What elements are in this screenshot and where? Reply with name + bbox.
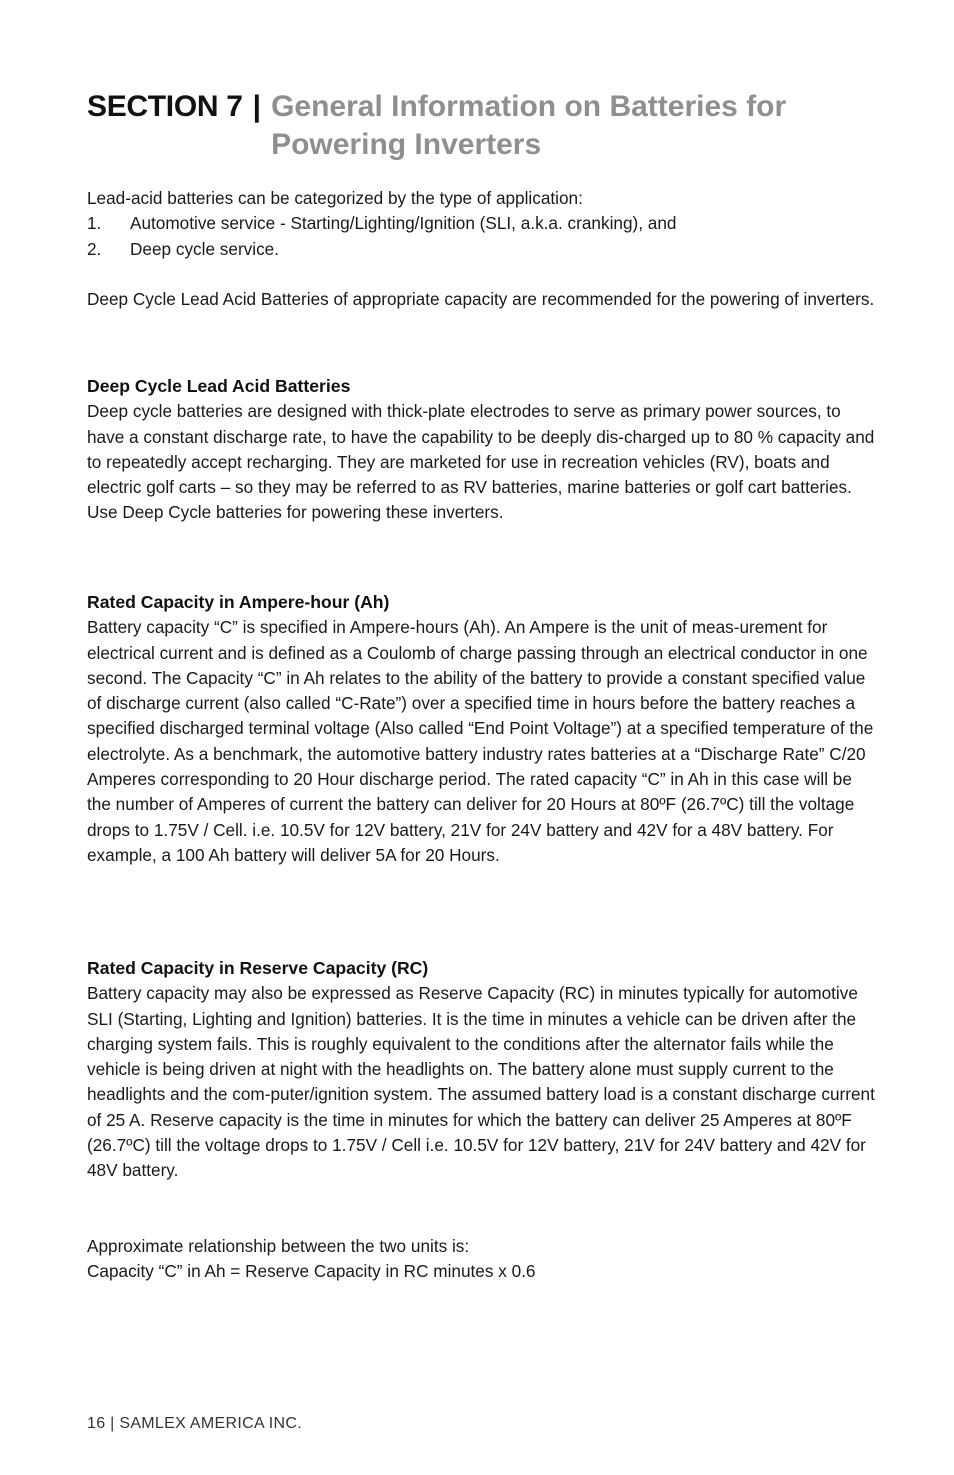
page-title bbox=[87, 88, 877, 164]
intro-block bbox=[87, 186, 877, 262]
approx-formula: Capacity “C” in Ah = Reserve Capacity in RC minutes x 0.6 bbox=[87, 1261, 536, 1282]
section-rated-ah bbox=[87, 590, 877, 868]
list-item bbox=[87, 237, 877, 262]
approx-line: Approximate relationship between the two units is: bbox=[87, 1236, 470, 1256]
section-deep-cycle bbox=[87, 374, 877, 526]
list-text: Deep cycle service. bbox=[130, 238, 280, 259]
section-heading: Deep Cycle Lead Acid Batteries bbox=[87, 376, 351, 396]
section-body: Deep cycle batteries are designed with thick-plate electrodes to serve as primary power sources, to have a constant discharge rate, to have the capability to be deeply dis-charged up to 80 % capacity and to repeatedly accept recharging. They are marketed for use in recreation vehicles (RV), boats and electric golf carts – so they may be referred to as RV batteries, marine batteries or golf cart batteries. Use Deep Cycle batteries for powering these inverters. bbox=[87, 401, 875, 523]
list-number: 2. bbox=[87, 238, 102, 259]
application-list bbox=[87, 211, 877, 262]
title-separator: | bbox=[252, 90, 262, 123]
recommendation-block bbox=[87, 287, 877, 312]
intro-lead: Lead-acid batteries can be categorized by the type of application: bbox=[87, 188, 583, 208]
list-number: 1. bbox=[87, 213, 102, 234]
section-body: Battery capacity “C” is specified in Ampere-hours (Ah). An Ampere is the unit of meas-urement for electrical current and is defined as a Coulomb of charge passing through an electrical conductor in one second. The Capacity “C” in Ah relates to the ability of the battery to provide a constant specified value of discharge current (also called “C-Rate”) over a specified time in hours before the battery reaches a specified discharged terminal voltage (Also called “End Point Voltage”) at a specified temperature of the electrolyte. As a benchmark, the automotive battery industry rates batteries at a “Discharge Rate” C/20 Amperes corresponding to 20 Hour discharge period. The rated capacity “C” in Ah in this case will be the number of Amperes of current the battery can deliver for 20 Hours at 80ºF (26.7ºC) till the voltage drops to 1.75V / Cell. i.e. 10.5V for 12V battery, 21V for 24V battery and 42V for a 48V battery. For example, a 100 Ah battery will deliver 5A for 20 Hours. bbox=[87, 617, 874, 865]
page-footer: 16 | SAMLEX AMERICA INC. bbox=[87, 1415, 302, 1432]
list-item bbox=[87, 211, 877, 236]
section-heading: Rated Capacity in Reserve Capacity (RC) bbox=[87, 958, 429, 978]
approx-relationship bbox=[87, 1234, 877, 1285]
section-rated-rc bbox=[87, 956, 877, 1184]
section-heading: Rated Capacity in Ampere-hour (Ah) bbox=[87, 592, 390, 612]
section-title: General Information on Batteries for Powering Inverters bbox=[271, 90, 787, 161]
list-text: Automotive service - Starting/Lighting/Ignition (SLI, a.k.a. cranking), and bbox=[130, 213, 677, 234]
section-body: Battery capacity may also be expressed as Reserve Capacity (RC) in minutes typically for automotive SLI (Starting, Lighting and Ignition) batteries. It is the time in minutes a vehicle can be driven after the charging system fails. This is roughly equivalent to the conditions after the alternator fails while the vehicle is being driven at night with the headlights on. The battery alone must supply current to the headlights and the com-puter/ignition system. The assumed battery load is a constant discharge current of 25 A. Reserve capacity is the time in minutes for which the battery can deliver 25 Amperes at 80ºF (26.7ºC) till the voltage drops to 1.75V / Cell i.e. 10.5V for 12V battery, 21V for 24V battery and 42V for 48V battery. bbox=[87, 983, 875, 1181]
recommendation-text: Deep Cycle Lead Acid Batteries of appropriate capacity are recommended for the powering of inverters. bbox=[87, 289, 875, 309]
section-label: SECTION 7 bbox=[87, 90, 243, 123]
